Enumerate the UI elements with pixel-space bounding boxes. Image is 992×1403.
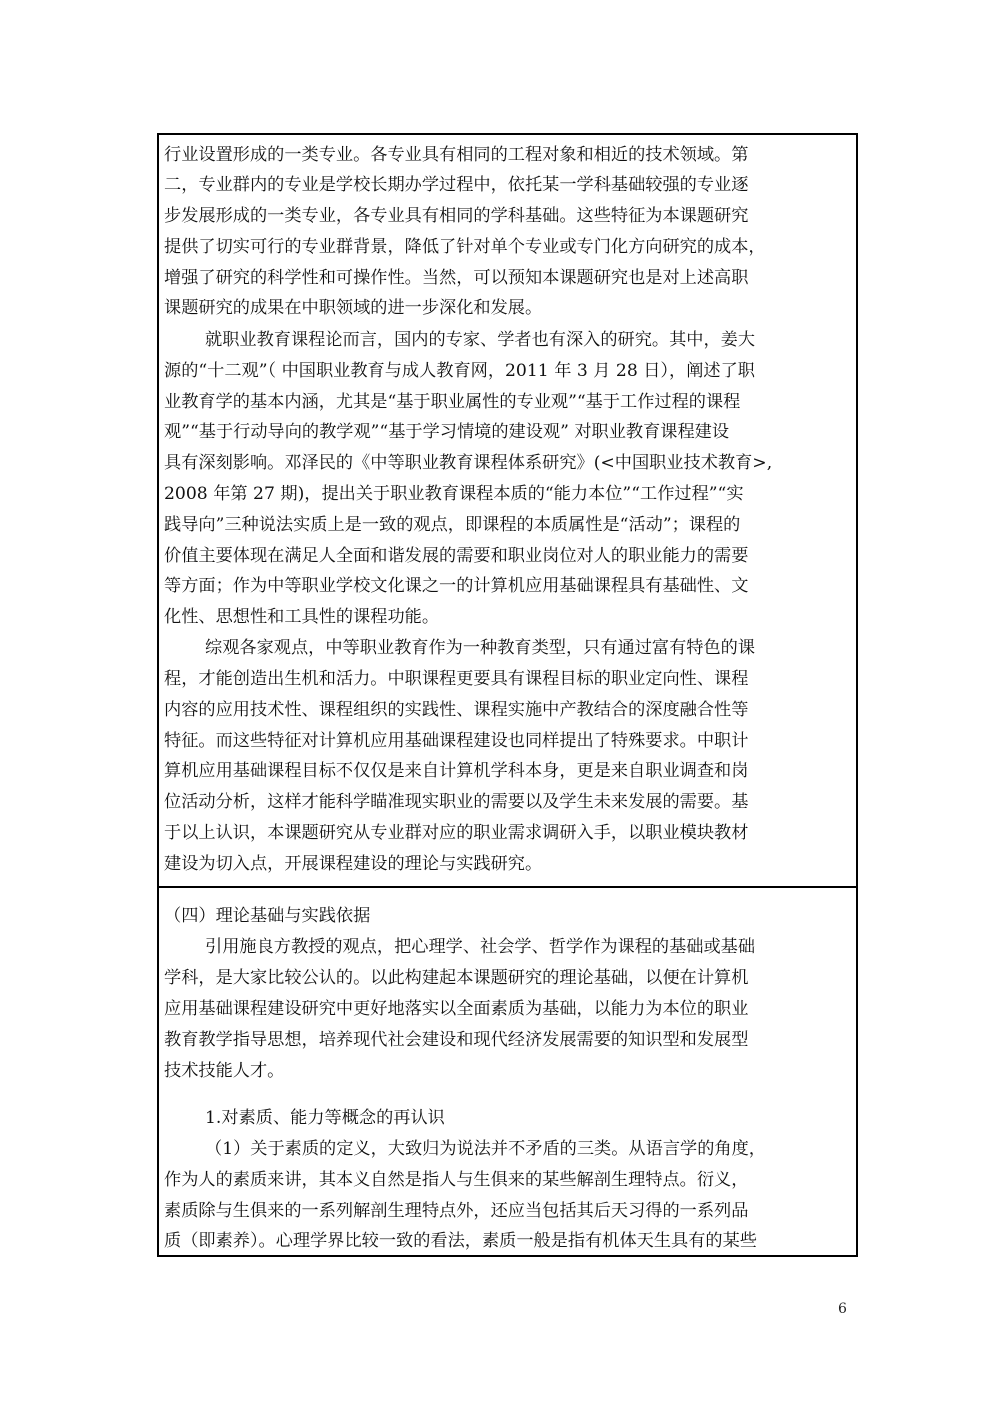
text-line: 课题研究的成果在中职领域的进一步深化和发展。 — [164, 298, 543, 318]
text-line: 步发展形成的一类专业，各专业具有相同的学科基础。这些特征为本课题研究 — [164, 206, 749, 226]
section-heading: （四）理论基础与实践依据 — [164, 906, 371, 926]
text-line: 作为人的素质来讲，其本义自然是指人与生俱来的某些解剖生理特点。衍义， — [164, 1170, 749, 1190]
content-table — [157, 133, 858, 1257]
text-line: 观”“基于行动导向的教学观”“基于学习情境的建设观” 对职业教育课程建设 — [164, 422, 730, 442]
text-line: 建设为切入点，开展课程建设的理论与实践研究。 — [164, 854, 543, 874]
text-line: 等方面；作为中等职业学校文化课之一的计算机应用基础课程具有基础性、文 — [164, 576, 749, 596]
text-line: 二，专业群内的专业是学校长期办学过程中，依托某一学科基础较强的专业逐 — [164, 175, 749, 195]
text-line: 践导向”三种说法实质上是一致的观点，即课程的本质属性是“活动”；课程的 — [164, 515, 741, 535]
subsection-heading: 1.对素质、能力等概念的再认识 — [205, 1108, 445, 1128]
text-line: 具有深刻影响。邓泽民的《中等职业教育课程体系研究》(<中国职业技术教育>, — [164, 453, 773, 473]
text-line: 质（即素养）。心理学界比较一致的看法，素质一般是指有机体天生具有的某些 — [164, 1231, 757, 1251]
text-line: 于以上认识，本课题研究从专业群对应的职业需求调研入手，以职业模块教材 — [164, 823, 749, 843]
text-line: 增强了研究的科学性和可操作性。当然，可以预知本课题研究也是对上述高职 — [164, 268, 749, 288]
text-line: 化性、思想性和工具性的课程功能。 — [164, 607, 440, 627]
text-line: 提供了切实可行的专业群背景，降低了针对单个专业或专门化方向研究的成本， — [164, 237, 766, 257]
text-line: （1）关于素质的定义，大致归为说法并不矛盾的三类。从语言学的角度， — [205, 1139, 766, 1159]
text-line: 就职业教育课程论而言，国内的专家、学者也有深入的研究。其中，姜大 — [205, 330, 756, 350]
text-line: 算机应用基础课程目标不仅仅是来自计算机学科本身，更是来自职业调查和岗 — [164, 761, 749, 781]
text-line: 价值主要体现在满足人全面和谐发展的需要和职业岗位对人的职业能力的需要 — [164, 546, 749, 566]
text-line: 特征。而这些特征对计算机应用基础课程建设也同样提出了特殊要求。中职计 — [164, 731, 749, 751]
text-line: 素质除与生俱来的一系列解剖生理特点外，还应当包括其后天习得的一系列品 — [164, 1201, 749, 1221]
text-line: 行业设置形成的一类专业。各专业具有相同的工程对象和相近的技术领域。第 — [164, 145, 749, 165]
text-line: 学科，是大家比较公认的。以此构建起本课题研究的理论基础，以便在计算机 — [164, 968, 749, 988]
text-line: 位活动分析，这样才能科学瞄准现实职业的需要以及学生未来发展的需要。基 — [164, 792, 749, 812]
text-line: 业教育学的基本内涵，尤其是“基于职业属性的专业观”“基于工作过程的课程 — [164, 392, 741, 412]
table-cell-theoretical-basis — [159, 888, 856, 1255]
text-line: 教育教学指导思想，培养现代社会建设和现代经济发展需要的知识型和发展型 — [164, 1030, 749, 1050]
text-line: 综观各家观点，中等职业教育作为一种教育类型，只有通过富有特色的课 — [205, 638, 756, 658]
text-line: 程，才能创造出生机和活力。中职课程更要具有课程目标的职业定向性、课程 — [164, 669, 749, 689]
text-line: 应用基础课程建设研究中更好地落实以全面素质为基础，以能力为本位的职业 — [164, 999, 749, 1019]
text-line: 内容的应用技术性、课程组织的实践性、课程实施中产教结合的深度融合性等 — [164, 700, 749, 720]
page-number: 6 — [838, 1301, 847, 1317]
text-line: 引用施良方教授的观点，把心理学、社会学、哲学作为课程的基础或基础 — [205, 937, 756, 957]
text-line: 技术技能人才。 — [164, 1061, 285, 1081]
table-cell-research-review — [159, 135, 856, 888]
text-line: 源的“十二观”（ 中国职业教育与成人教育网，2011 年 3 月 28 日），阐述了职 — [164, 361, 755, 381]
text-line: 2008 年第 27 期)，提出关于职业教育课程本质的“能力本位”“工作过程”“实 — [164, 484, 744, 504]
